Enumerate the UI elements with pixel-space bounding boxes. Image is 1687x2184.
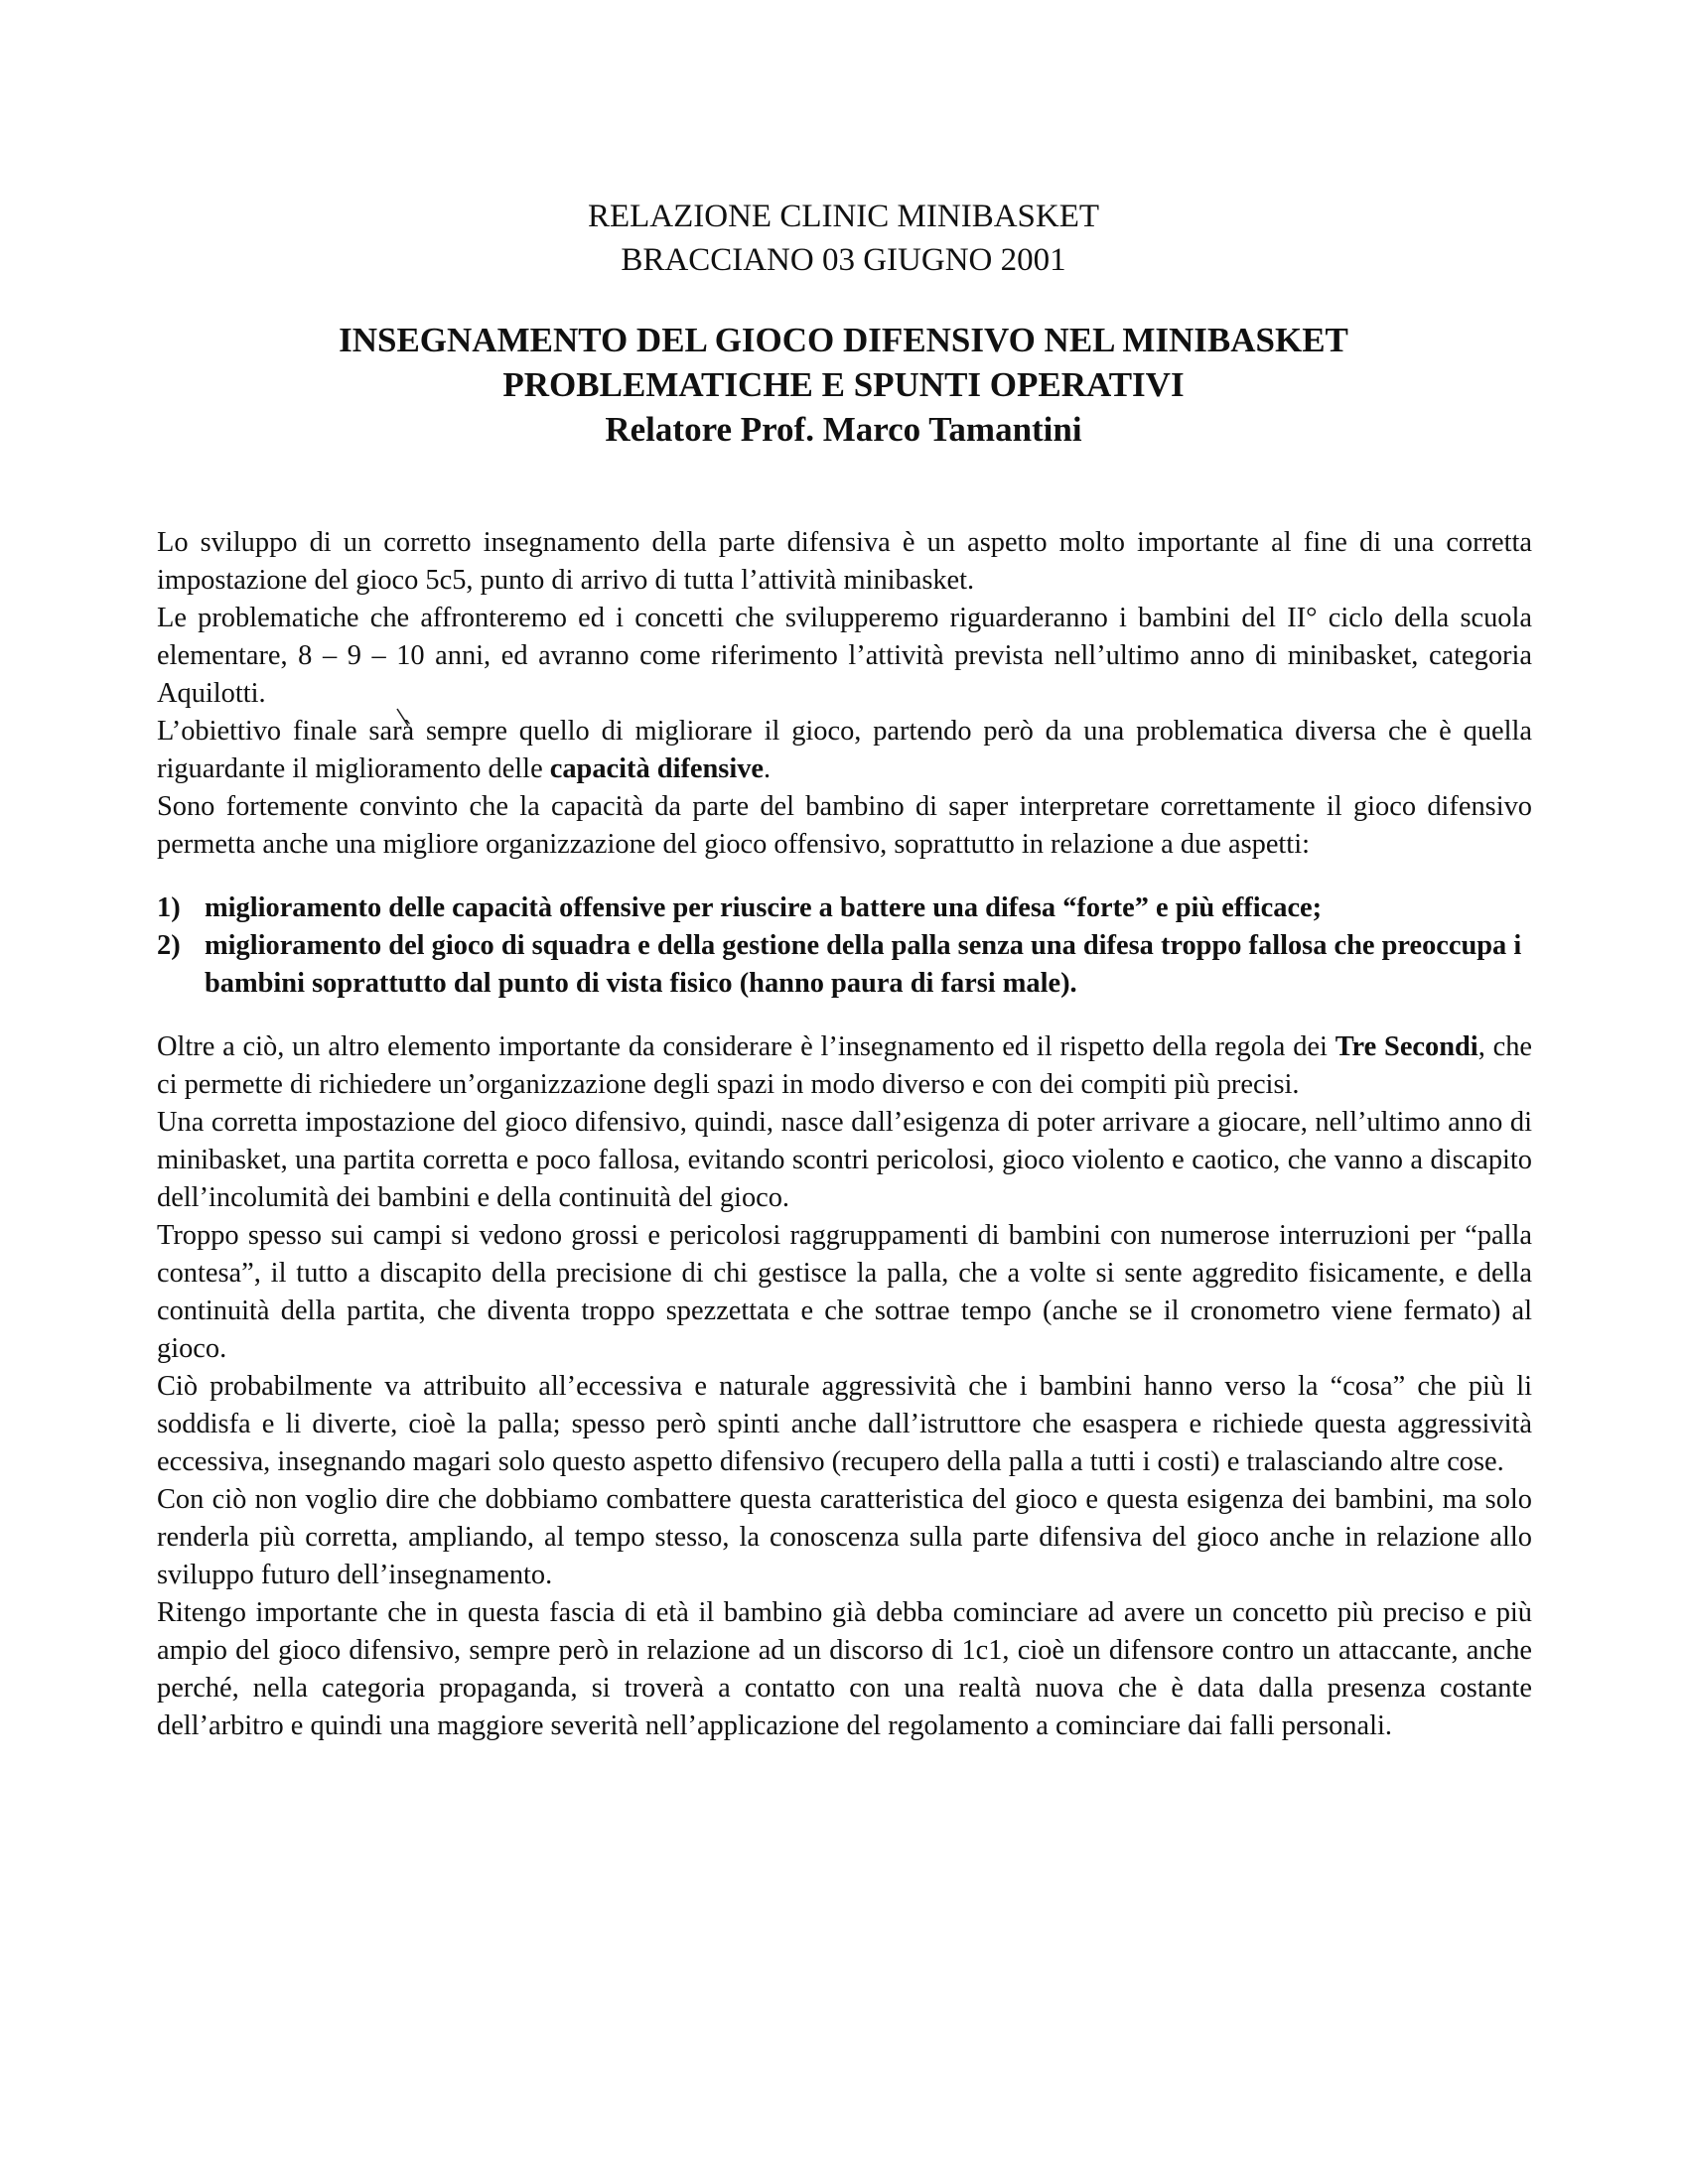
- paragraph-10: Ritengo importante che in questa fascia di età il bambino già debba cominciare ad avere un concetto più preciso e più ampio del gioco difensivo, sempre però in relazione ad un discorso di 1c1, cioè un difensore contro un attaccante, anche perché, nella categoria propaganda, si troverà a contatto con una realtà nuova che è data dalla presenza costante dell’arbitro e quindi una maggiore severità nell’applicazione del regolamento a cominciare dai falli personali.: [157, 1597, 1532, 1741]
- main-title: INSEGNAMENTO DEL GIOCO DIFENSIVO NEL MINIBASKET: [339, 321, 1348, 359]
- paragraph-2: Le problematiche che affronteremo ed i concetti che svilupperemo riguarderanno i bambini del II° ciclo della scuola elementare, 8 – 9 – 10 anni, ed avranno come riferimento l’attività prevista nell’ultimo anno di minibasket, categoria Aquilotti.: [157, 603, 1532, 709]
- emphasis-capacita-difensive: capacità difensive: [549, 753, 765, 784]
- paragraph-1: Lo sviluppo di un corretto insegnamento della parte difensiva è un aspetto molto importante al fine di una corretta impostazione del gioco 5c5, punto di arrivo di tutta l’attività minibasket.: [157, 527, 1532, 596]
- paragraph-5-end: , che ci permette di richiedere un’organizzazione degli spazi in modo diverso e con dei compiti più precisi.: [157, 1031, 1532, 1100]
- paragraph-3-end: .: [764, 753, 772, 784]
- paragraph-3-text: L’obiettivo finale sarà sempre quello di migliorare il gioco, partendo però da una problematica diversa che è quella riguardante il miglioramento delle: [157, 716, 1532, 784]
- speaker-line: Relatore Prof. Marco Tamantini: [605, 410, 1082, 449]
- paragraph-5-text: Oltre a ciò, un altro elemento importante da considerare è l’insegnamento ed il rispetto della regola dei: [157, 1031, 1336, 1062]
- clinic-title: RELAZIONE CLINIC MINIBASKET: [587, 199, 1100, 234]
- paragraph-3: [157, 713, 1532, 788]
- emphasis-tre-secondi: Tre Secondi: [1335, 1031, 1478, 1062]
- list-item-text: miglioramento delle capacità offensive per riuscire a battere una difesa “forte” e più efficace;: [205, 892, 1323, 923]
- list-item: [157, 927, 1532, 1003]
- list-item-text: miglioramento del gioco di squadra e della gestione della palla senza una difesa troppo fallosa che preoccupa i bambini soprattutto dal punto di vista fisico (hanno paura di farsi male).: [205, 930, 1522, 999]
- paragraph-8: Ciò probabilmente va attribuito all’eccessiva e naturale aggressività che i bambini hanno verso la “cosa” che più li soddisfa e li diverte, cioè la palla; spesso però spinti anche dall’istruttore che esaspera e richiede questa aggressività eccessiva, insegnando magari solo questo aspetto difensivo (recupero della palla a tutti i costi) e tralasciando altre cose.: [157, 1371, 1532, 1477]
- numbered-list: [157, 889, 1532, 1003]
- clinic-date: BRACCIANO 03 GIUGNO 2001: [621, 242, 1066, 278]
- paragraph-9: Con ciò non voglio dire che dobbiamo combattere questa caratteristica del gioco e questa esigenza dei bambini, ma solo renderla più corretta, ampliando, al tempo stesso, la conoscenza sulla parte difensiva del gioco anche in relazione allo sviluppo futuro dell’insegnamento.: [157, 1484, 1532, 1590]
- document-body: [157, 524, 1532, 1745]
- subtitle: PROBLEMATICHE E SPUNTI OPERATIVI: [502, 365, 1185, 404]
- paragraph-5: [157, 1028, 1532, 1104]
- cursor-mark-icon: [395, 708, 411, 728]
- list-number: 1): [157, 892, 181, 923]
- list-number: 2): [157, 930, 181, 961]
- paragraph-7: Troppo spesso sui campi si vedono grossi e pericolosi raggruppamenti di bambini con numerose interruzioni per “palla contesa”, il tutto a discapito della precisione di chi gestisce la palla, che a volte si sente aggredito fisicamente, e della continuità della partita, che diventa troppo spezzettata e che sottrae tempo (anche se il cronometro viene fermato) al gioco.: [157, 1220, 1532, 1364]
- list-item: [157, 889, 1532, 927]
- document-header: [0, 195, 1687, 452]
- paragraph-4: Sono fortemente convinto che la capacità da parte del bambino di saper interpretare correttamente il gioco difensivo permetta anche una migliore organizzazione del gioco offensivo, soprattutto in relazione a due aspetti:: [157, 791, 1532, 860]
- paragraph-6: Una corretta impostazione del gioco difensivo, quindi, nasce dall’esigenza di poter arrivare a giocare, nell’ultimo anno di minibasket, una partita corretta e poco fallosa, evitando scontri pericolosi, gioco violento e caotico, che vanno a discapito dell’incolumità dei bambini e della continuità del gioco.: [157, 1107, 1532, 1213]
